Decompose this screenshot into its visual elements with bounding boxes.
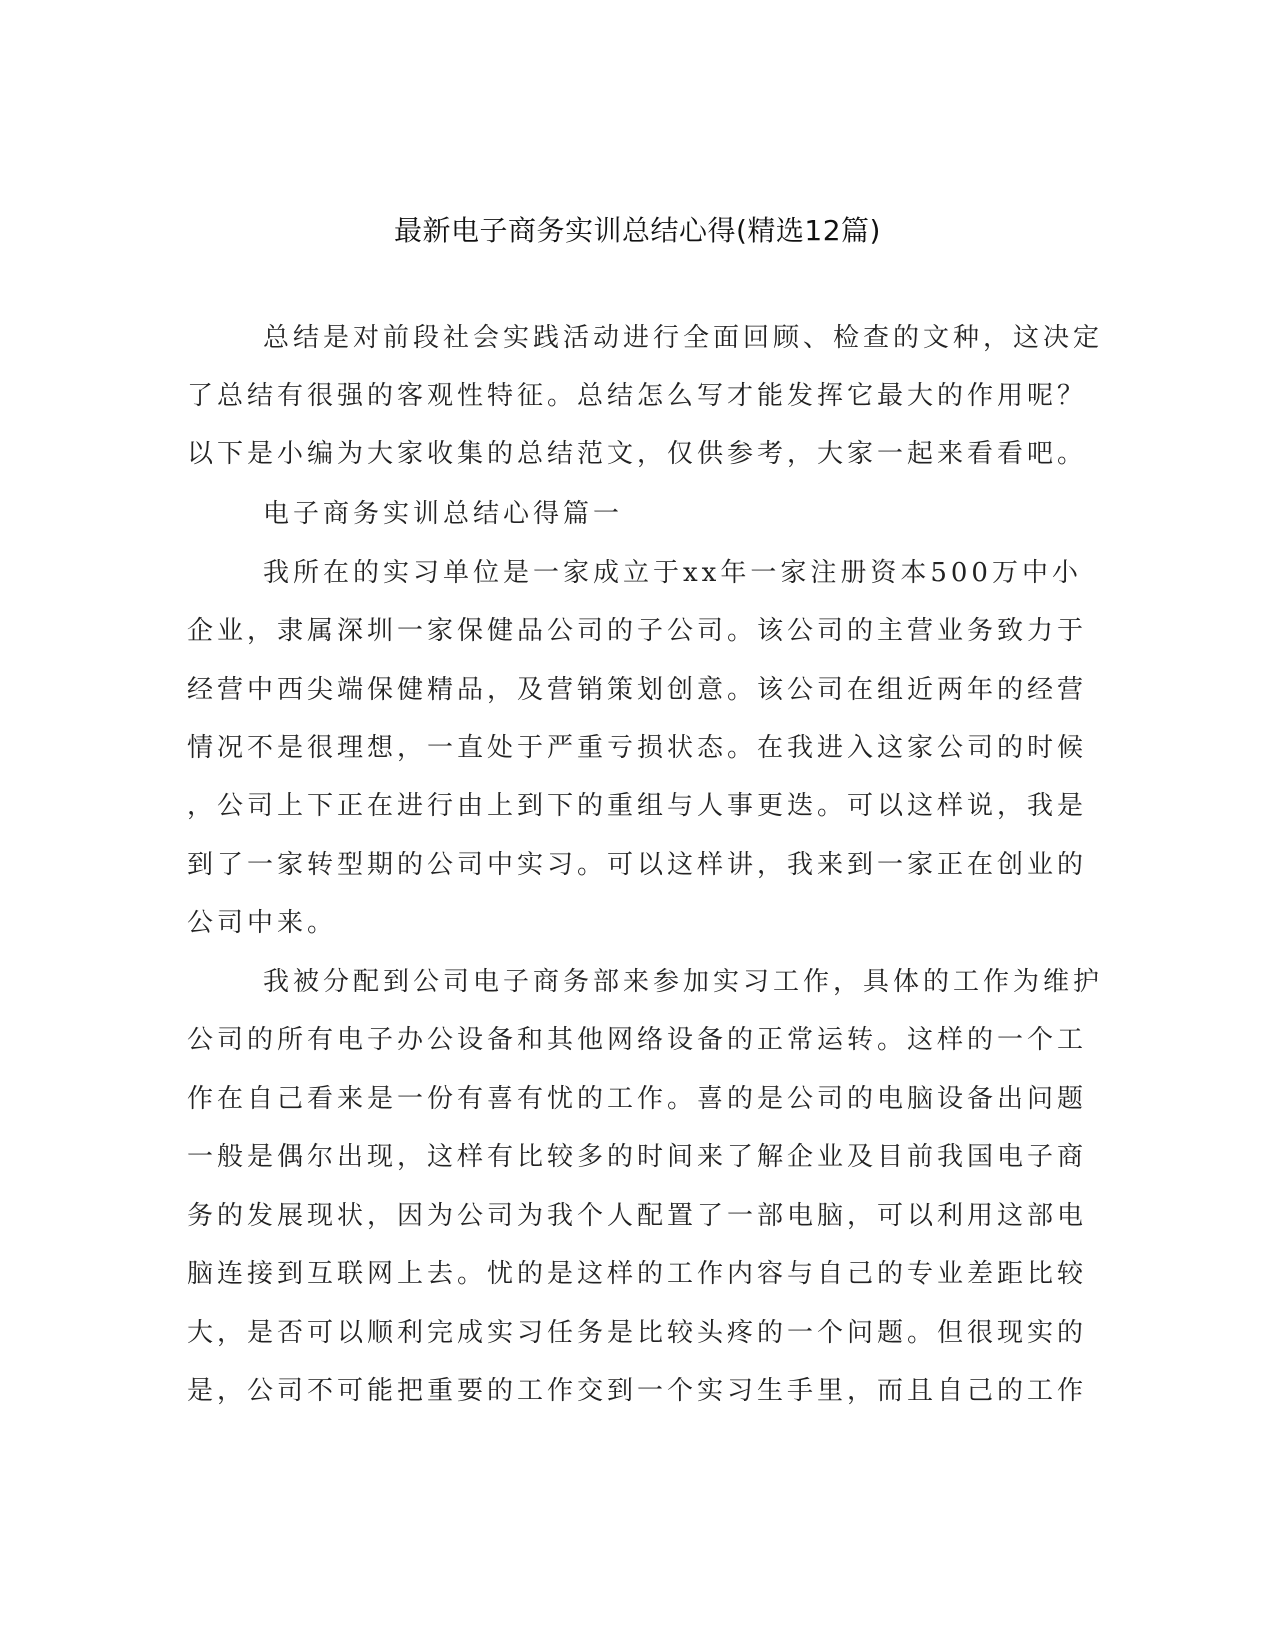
text-line: 作在自己看来是一份有喜有忧的工作。喜的是公司的电脑设备出问题 bbox=[187, 1084, 1088, 1114]
text-line: 公司的所有电子办公设备和其他网络设备的正常运转。这样的一个工 bbox=[187, 1025, 1088, 1055]
text-line: 公司中来。 bbox=[187, 908, 338, 938]
text-line: ，公司上下正在进行由上到下的重组与人事更迭。可以这样说，我是 bbox=[187, 791, 1088, 821]
text-line: 情况不是很理想，一直处于严重亏损状态。在我进入这家公司的时候 bbox=[187, 733, 1088, 763]
text-line: 到了一家转型期的公司中实习。可以这样讲，我来到一家正在创业的 bbox=[187, 850, 1088, 880]
text-line: 我所在的实习单位是一家成立于xx年一家注册资本500万中小 bbox=[263, 558, 1082, 588]
section-heading: 电子商务实训总结心得篇一 bbox=[263, 499, 624, 529]
text-line: 以下是小编为大家收集的总结范文，仅供参考，大家一起来看看吧。 bbox=[187, 439, 1088, 469]
text-line: 我被分配到公司电子商务部来参加实习工作，具体的工作为维护 bbox=[263, 967, 1104, 997]
text-line: 企业，隶属深圳一家保健品公司的子公司。该公司的主营业务致力于 bbox=[187, 616, 1088, 646]
text-line: 是，公司不可能把重要的工作交到一个实习生手里，而且自己的工作 bbox=[187, 1376, 1088, 1406]
text-line: 一般是偶尔出现，这样有比较多的时间来了解企业及目前我国电子商 bbox=[187, 1142, 1088, 1172]
text-line: 经营中西尖端保健精品，及营销策划创意。该公司在组近两年的经营 bbox=[187, 675, 1088, 705]
text-line: 总结是对前段社会实践活动进行全面回顾、检查的文种，这决定 bbox=[263, 323, 1104, 353]
text-line: 务的发展现状，因为公司为我个人配置了一部电脑，可以利用这部电 bbox=[187, 1201, 1088, 1231]
text-line: 了总结有很强的客观性特征。总结怎么写才能发挥它最大的作用呢？ bbox=[187, 381, 1088, 411]
text-line: 大，是否可以顺利完成实习任务是比较头疼的一个问题。但很现实的 bbox=[187, 1318, 1088, 1348]
document-title: 最新电子商务实训总结心得(精选12篇) bbox=[394, 214, 881, 247]
text-line: 脑连接到互联网上去。忧的是这样的工作内容与自己的专业差距比较 bbox=[187, 1259, 1088, 1289]
